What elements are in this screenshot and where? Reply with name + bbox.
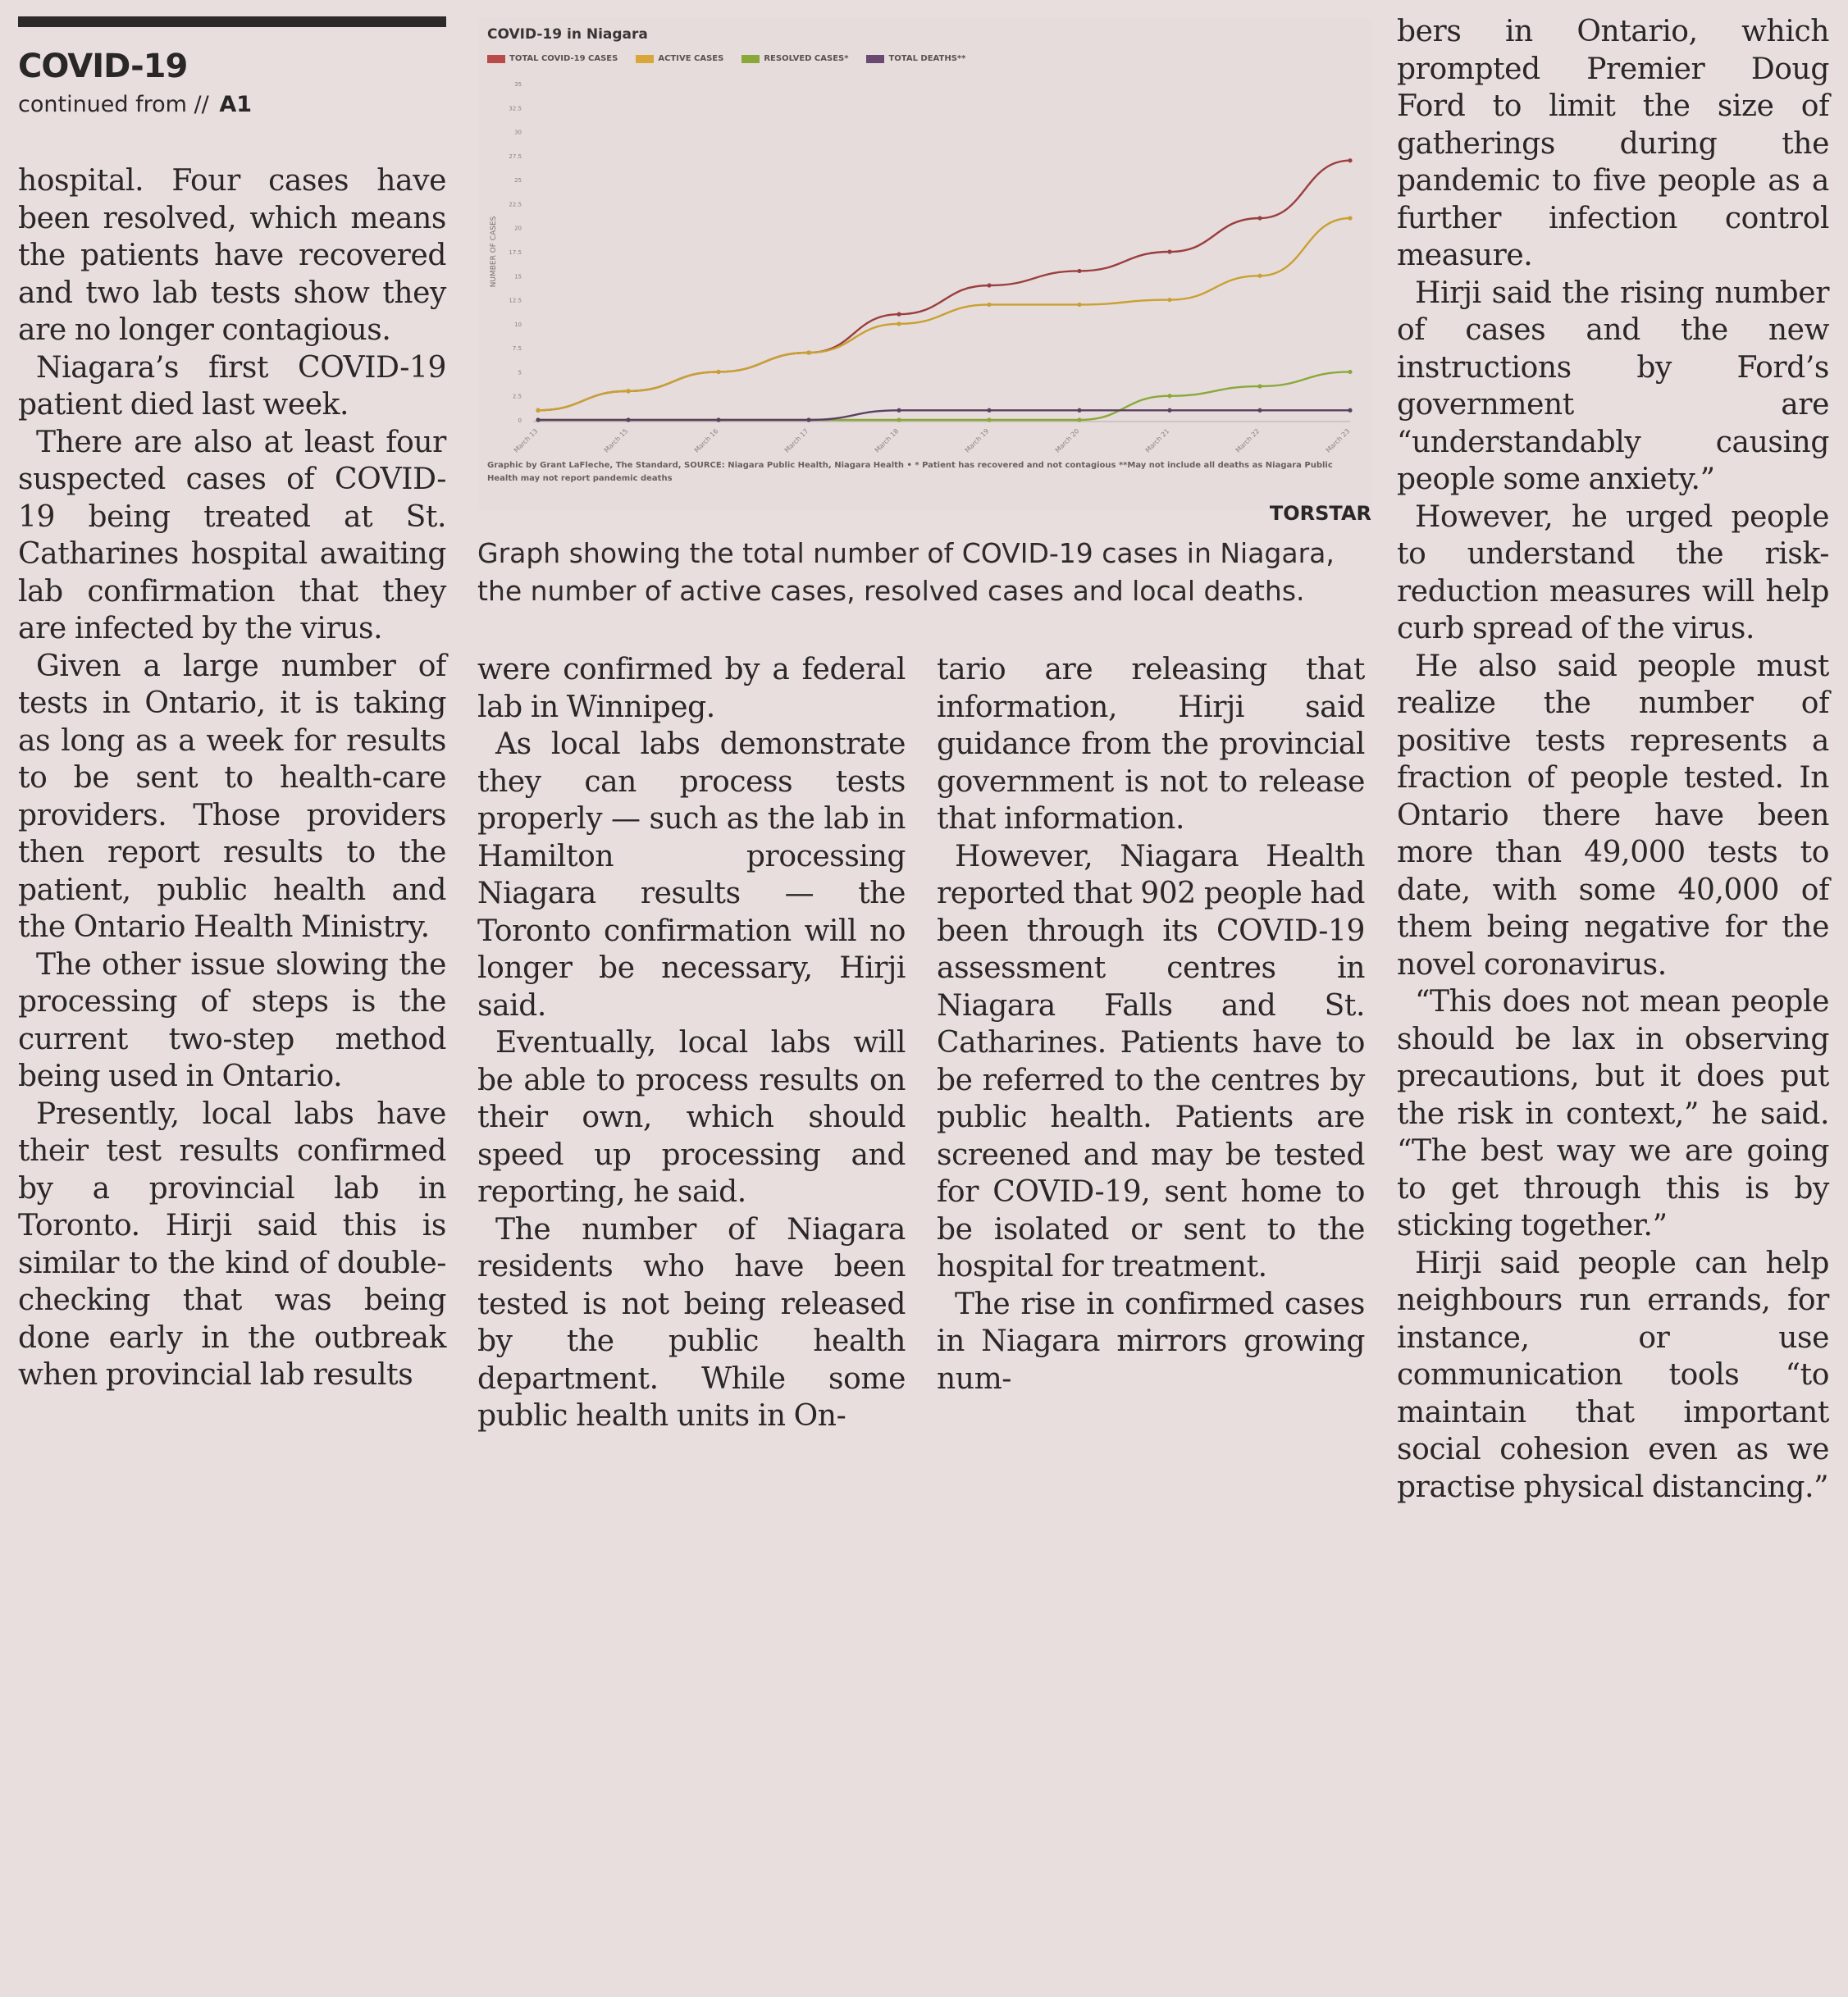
legend-item: [636, 54, 723, 63]
photo-credit: TORSTAR: [1269, 502, 1371, 525]
data-point: [1077, 269, 1081, 273]
y-axis-label: NUMBER OF CASES: [490, 216, 498, 288]
line-chart: [479, 67, 1371, 459]
paragraph: tario are releasing that information, Hirji said guidance from the provincial government is not to release that information.: [937, 653, 1365, 836]
article-column-3: [937, 651, 1365, 1997]
data-point: [1257, 216, 1262, 220]
legend-swatch: [487, 55, 505, 63]
data-point: [1348, 216, 1352, 220]
y-tick-label: 7.5: [512, 345, 522, 353]
section-kicker: COVID-19: [18, 48, 188, 85]
legend-item: [741, 54, 848, 63]
legend-label: TOTAL COVID-19 CASES: [509, 54, 618, 63]
paragraph: There are also at least four suspected cases of COVID-19 being treated at St. Catharines hospital awaiting lab confirmation that they are infected by the virus.: [18, 425, 446, 645]
x-tick-label: March 18: [873, 427, 901, 454]
data-point: [897, 417, 901, 422]
data-point: [1167, 408, 1171, 413]
data-point: [626, 417, 630, 422]
data-point: [987, 303, 991, 307]
x-tick-label: March 15: [602, 427, 630, 454]
y-tick-label: 2.5: [512, 393, 522, 400]
y-tick-label: 5: [518, 369, 522, 376]
paragraph: Presently, local labs have their test results confirmed by a provincial lab in Toronto. Hirji said this is similar to the kind of double-checking that was being done early in the outbreak when provincial lab results: [18, 1097, 446, 1392]
y-tick-label: 17.5: [509, 249, 522, 256]
series-line: [538, 218, 1350, 410]
chart-figure: [479, 18, 1371, 525]
x-tick-label: March 23: [1324, 427, 1352, 454]
x-tick-label: March 19: [963, 427, 991, 454]
paragraph: hospital. Four cases have been resolved, which means the patients have recovered and two lab tests show they are no longer contagious.: [18, 164, 446, 347]
data-point: [1257, 274, 1262, 278]
x-tick-label: March 22: [1234, 427, 1262, 454]
y-tick-label: 32.5: [509, 105, 522, 112]
legend-swatch: [866, 55, 884, 63]
x-tick-label: March 21: [1143, 427, 1171, 454]
data-point: [897, 321, 901, 326]
data-point: [1167, 394, 1171, 398]
data-point: [536, 417, 540, 422]
paragraph: The number of Niagara residents who have been tested is not being released by the public health department. While some public health units in On-: [477, 1212, 906, 1433]
data-point: [1077, 417, 1081, 422]
y-tick-label: 15: [514, 273, 522, 280]
data-point: [987, 283, 991, 287]
data-point: [1257, 408, 1262, 413]
series-line: [538, 161, 1350, 411]
paragraph: However, he urged people to understand the risk-reduction measures will help curb spread of the virus.: [1397, 499, 1829, 645]
data-point: [806, 417, 810, 422]
y-tick-label: 0: [518, 417, 522, 424]
y-tick-label: 25: [514, 177, 522, 185]
section-rule: [18, 16, 446, 27]
article-column-2: [477, 651, 906, 1997]
data-point: [1167, 298, 1171, 302]
data-point: [1348, 408, 1352, 413]
series-line: [538, 372, 1350, 420]
legend-swatch: [636, 55, 654, 63]
data-point: [1077, 303, 1081, 307]
paragraph: Hirji said the rising number of cases and the new instructions by Ford’s government are “understandably causing people some anxiety.”: [1397, 276, 1829, 496]
legend-item: [866, 54, 965, 63]
chart-footnote: Graphic by Grant LaFleche, The Standard, SOURCE: Niagara Public Health, Niagara Health • * Patient has recovered and not contagious **May not include all deaths as Niagara Public Health may not report pandemic deaths: [487, 461, 1333, 483]
x-tick-label: March 17: [783, 427, 810, 454]
article-column-4: [1397, 13, 1829, 1504]
chart-title: COVID-19 in Niagara: [487, 26, 648, 43]
data-point: [716, 417, 720, 422]
data-point: [897, 408, 901, 413]
legend-label: RESOLVED CASES*: [764, 54, 849, 63]
paragraph: Eventually, local labs will be able to process results on their own, which should speed up processing and reporting, he said.: [477, 1026, 906, 1209]
data-point: [987, 408, 991, 413]
continued-from-label: [18, 92, 252, 117]
data-point: [1077, 408, 1081, 413]
y-tick-label: 10: [514, 321, 522, 328]
series-line: [538, 410, 1350, 420]
x-tick-label: March 13: [512, 427, 540, 454]
legend-item: [487, 54, 618, 63]
y-tick-label: 12.5: [509, 297, 522, 304]
x-tick-label: March 16: [692, 427, 720, 454]
article-column-1: [18, 162, 446, 1508]
data-point: [987, 417, 991, 422]
data-point: [806, 350, 810, 354]
legend-label: TOTAL DEATHS**: [888, 54, 966, 63]
data-point: [1167, 249, 1171, 253]
chart-legend: [487, 54, 965, 63]
continued-page-ref[interactable]: A1: [219, 92, 253, 117]
legend-swatch: [741, 55, 760, 63]
continued-text: continued from //: [18, 92, 209, 117]
data-point: [1257, 384, 1262, 388]
data-point: [716, 370, 720, 374]
paragraph: “This does not mean people should be lax in observing precautions, but it does put the risk in context,” he said. “The best way we are going to get through this is by sticking together.”: [1397, 985, 1829, 1242]
y-tick-label: 35: [514, 81, 522, 88]
data-point: [1348, 158, 1352, 162]
paragraph: The rise in confirmed cases in Niagara mirrors growing num-: [937, 1287, 1365, 1396]
paragraph: Given a large number of tests in Ontario, it is taking as long as a week for results to be sent to health-care providers. Those providers then report results to the patient, public health and the Ontario Health Ministry.: [18, 649, 446, 944]
y-tick-label: 22.5: [509, 201, 522, 208]
x-tick-label: March 20: [1053, 427, 1081, 454]
paragraph: bers in Ontario, which prompted Premier Doug Ford to limit the size of gatherings during the pandemic to five people as a further infection control measure.: [1397, 15, 1829, 272]
data-point: [1348, 370, 1352, 374]
paragraph: He also said people must realize the number of positive tests represents a fraction of people tested. In Ontario there have been more than 49,000 tests to date, with some 40,000 of them being negative for the novel coronavirus.: [1397, 649, 1829, 982]
paragraph: were confirmed by a federal lab in Winnipeg.: [477, 653, 906, 724]
data-point: [897, 312, 901, 317]
paragraph: However, Niagara Health reported that 902 people had been through its COVID-19 assessment centres in Niagara Falls and St. Catharines. Patients have to be referred to the centres by public health. Patients are screened and may be tested for COVID-19, sent home to be isolated or sent to the hospital for treatment.: [937, 839, 1365, 1283]
data-point: [626, 389, 630, 393]
y-tick-label: 30: [514, 129, 522, 136]
y-tick-label: 20: [514, 225, 522, 232]
paragraph: The other issue slowing the processing of steps is the current two-step method being used in Ontario.: [18, 947, 446, 1093]
paragraph: As local labs demonstrate they can process tests properly — such as the lab in Hamilton processing Niagara results — the Toronto confirmation will no longer be necessary, Hirji said.: [477, 727, 906, 1023]
paragraph: Niagara’s first COVID-19 patient died last week.: [18, 350, 446, 422]
legend-label: ACTIVE CASES: [658, 54, 724, 63]
y-tick-label: 27.5: [509, 153, 522, 160]
data-point: [536, 408, 540, 413]
figure-caption: Graph showing the total number of COVID-19 cases in Niagara, the number of active cases, resolved cases and local deaths.: [477, 537, 1335, 607]
paragraph: Hirji said people can help neighbours run errands, for instance, or use communication tools “to maintain that important social cohesion even as we practise physical distancing.”: [1397, 1246, 1829, 1504]
